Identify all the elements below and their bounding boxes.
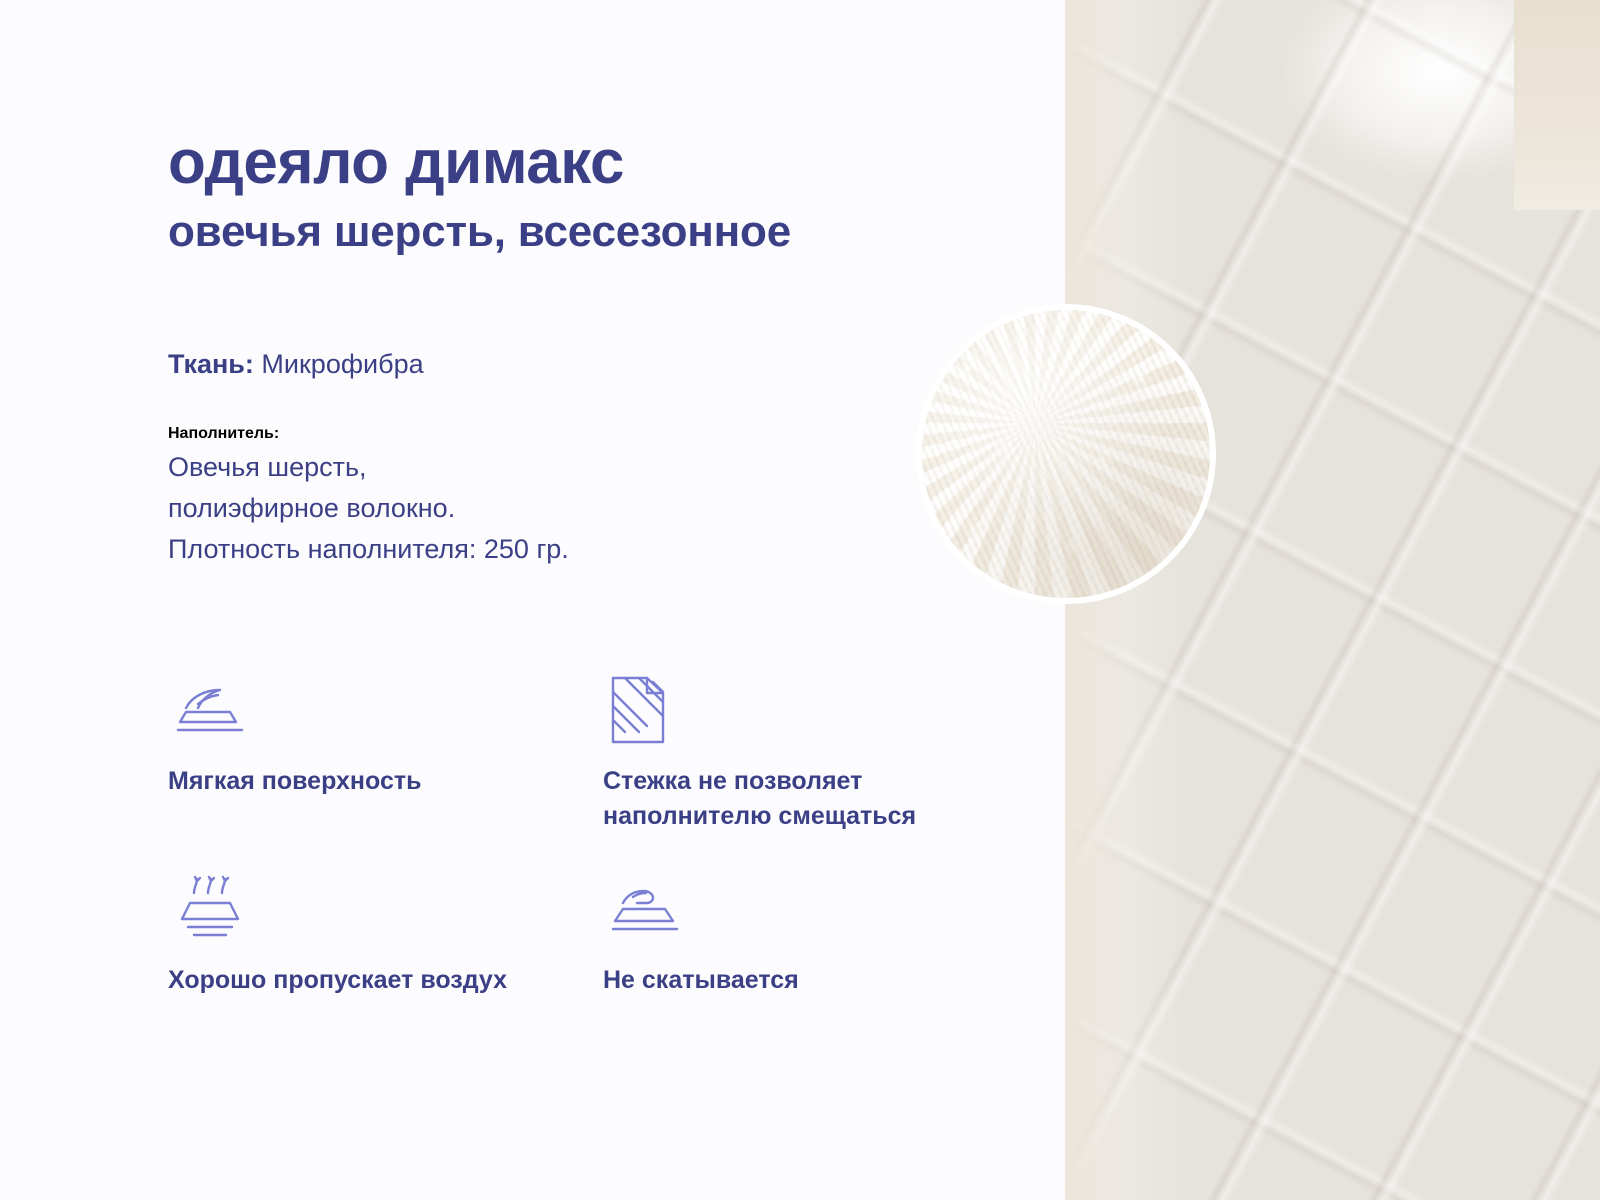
title-block	[168, 130, 1068, 258]
feature-quilting-label: Стежка не позволяет наполнителю смещаться	[603, 767, 917, 830]
spec-fabric-label: Ткань:	[168, 348, 254, 379]
wool-closeup-inset	[916, 304, 1216, 604]
feature-no-pilling	[603, 875, 998, 998]
features-section	[168, 676, 998, 998]
quilting-icon	[603, 676, 998, 748]
page-subtitle: овечья шерсть, всесезонное	[168, 206, 791, 256]
photo-background-strip	[1514, 0, 1600, 210]
soft-surface-icon	[168, 676, 603, 748]
feature-breathable-label: Хорошо пропускает воздух	[168, 966, 508, 994]
feature-quilting	[603, 676, 998, 833]
spec-filler-line-1: Овечья шерсть,	[168, 452, 367, 483]
spec-filler-label: Наполнитель:	[168, 425, 280, 443]
spec-filler-line-2: полиэфирное волокно.	[168, 493, 456, 524]
feature-no-pilling-label: Не скатывается	[603, 966, 799, 994]
feature-soft-surface-label: Мягкая поверхность	[168, 767, 422, 795]
spec-filler-line-3: Плотность наполнителя: 250 гр.	[168, 534, 569, 565]
breathable-icon	[168, 875, 603, 947]
wool-shading	[922, 310, 1210, 598]
feature-soft-surface	[168, 676, 603, 833]
product-photo	[1065, 0, 1600, 1200]
feature-breathable	[168, 875, 603, 998]
page-title: одеяло димакс	[168, 128, 624, 197]
no-pilling-icon	[603, 875, 998, 947]
spec-fabric-value: Микрофибра	[261, 348, 424, 379]
